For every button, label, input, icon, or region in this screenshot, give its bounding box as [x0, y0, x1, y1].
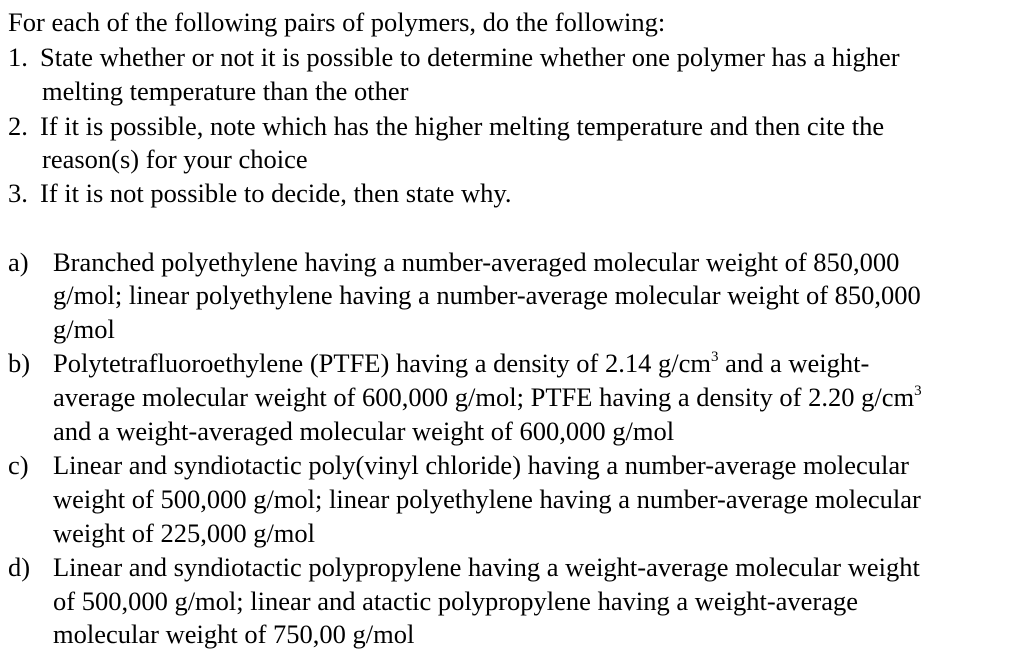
step-number: 3. — [8, 178, 28, 208]
step-number: 1. — [8, 42, 28, 72]
step-number: 2. — [8, 111, 28, 141]
item-text: Branched polyethylene having a number-averaged molecular weight of 850,000 — [53, 247, 900, 277]
item-text: weight of 500,000 g/mol; linear polyethylene having a number-average molecular — [53, 484, 921, 514]
step-text: melting temperature than the other — [42, 76, 409, 106]
item-text — [53, 346, 869, 380]
step-text: If it is not possible to decide, then state why. — [40, 178, 512, 208]
step-text: If it is possible, note which has the higher melting temperature and then cite the — [40, 111, 885, 141]
item-label: d) — [8, 552, 31, 582]
item-text: g/mol; linear polyethylene having a number-average molecular weight of 850,000 — [53, 280, 921, 310]
superscript: 3 — [710, 349, 719, 365]
intro-text: For each of the following pairs of polymers, do the following: — [8, 7, 666, 37]
item-text — [53, 380, 922, 414]
item-label: c) — [8, 450, 29, 480]
item-text: Linear and syndiotactic poly(vinyl chloride) having a number-average molecular — [53, 450, 909, 480]
step-text: reason(s) for your choice — [42, 144, 308, 174]
item-text: g/mol — [53, 314, 115, 344]
item-text-part: average molecular weight of 600,000 g/mol; PTFE having a density of 2.20 g/cm — [53, 382, 915, 412]
step-text: State whether or not it is possible to determine whether one polymer has a higher — [40, 42, 900, 72]
item-text: molecular weight of 750,00 g/mol — [53, 619, 415, 649]
item-label: b) — [8, 348, 31, 378]
item-text: weight of 225,000 g/mol — [53, 518, 316, 548]
item-text: of 500,000 g/mol; linear and atactic polypropylene having a weight-average — [53, 586, 859, 616]
item-label: a) — [8, 247, 29, 277]
item-text: Linear and syndiotactic polypropylene having a weight-average molecular weight — [53, 552, 920, 582]
item-text-part: Polytetrafluoroethylene (PTFE) having a density of 2.14 g/cm — [53, 348, 711, 378]
item-text-part: and a weight- — [718, 348, 870, 378]
item-text: and a weight-averaged molecular weight of 600,000 g/mol — [53, 416, 675, 446]
superscript: 3 — [914, 383, 922, 399]
